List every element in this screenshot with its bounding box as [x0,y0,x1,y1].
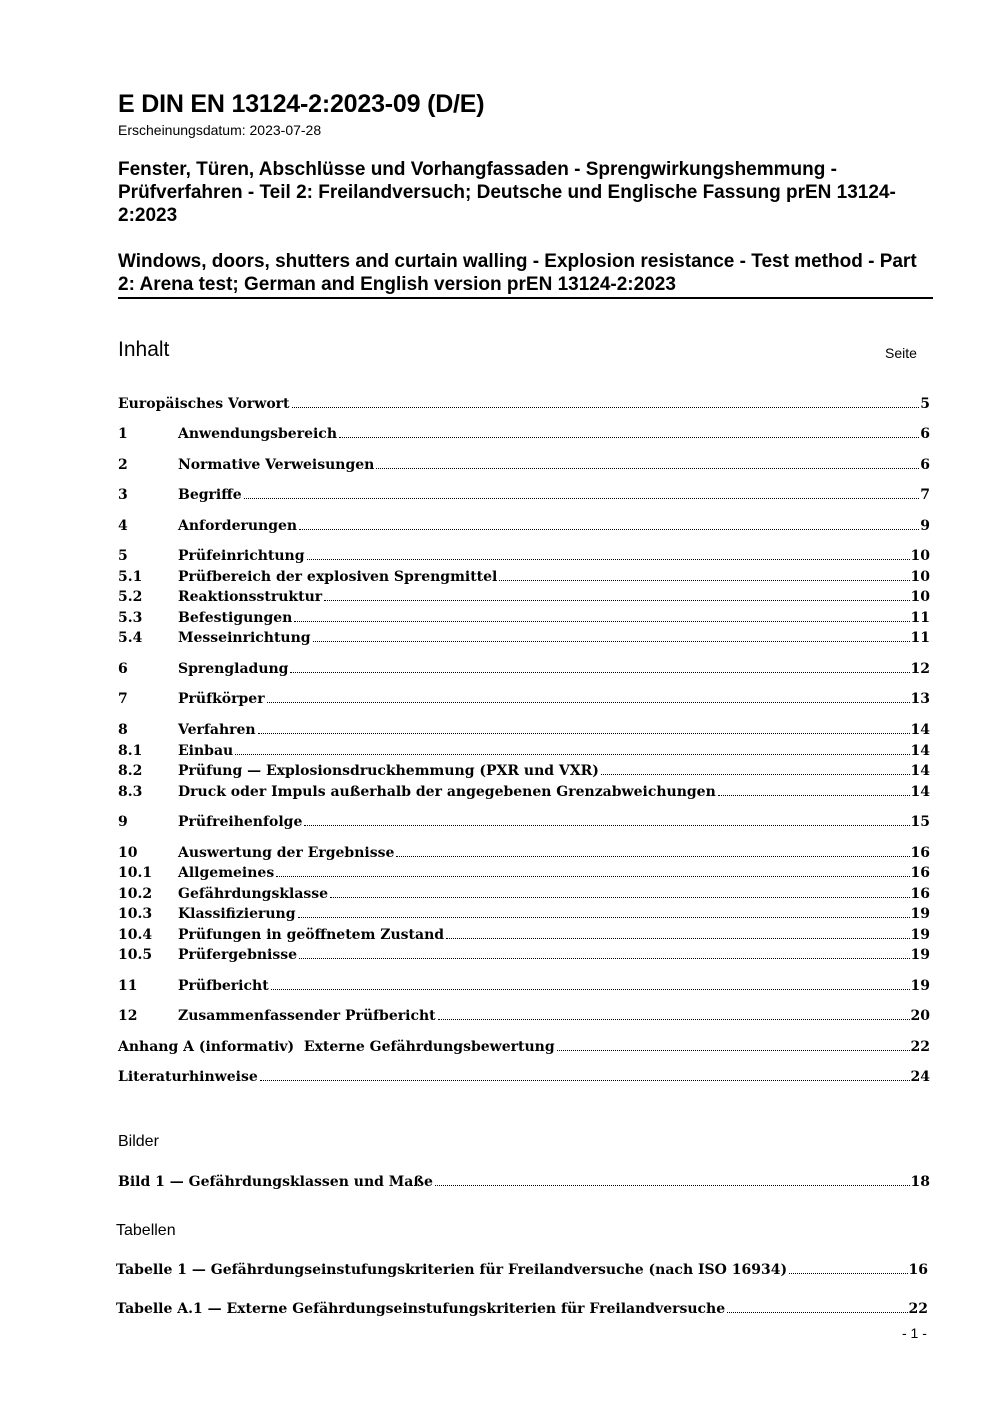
toc-entry-text: Prüfbericht [178,978,269,994]
toc-entry-number: 11 [118,978,138,994]
toc-entry-number: 10.3 [118,906,153,922]
toc-leader [271,988,910,990]
title-english: Windows, doors, shutters and curtain walling - Explosion resistance - Test method - Part 2: Arena test; German and English version prEN 13124-2:2023 [118,251,917,295]
toc-entry-4[interactable] [118,516,930,536]
toc-entry-number: 3 [118,487,128,503]
toc-leader [499,579,909,581]
toc-entry-page: 16 [910,865,930,881]
toc-leader [789,1272,907,1274]
toc-entry-number: 12 [118,1008,138,1024]
toc-entry-number: 8 [118,722,128,738]
toc-entry-11[interactable] [118,976,930,996]
toc-entry-1[interactable] [118,424,930,444]
toc-entry-2[interactable] [118,455,930,475]
toc-entry-page: 15 [910,814,930,830]
toc-entry-text: Einbau [178,743,234,759]
toc-entry-9[interactable] [118,812,930,832]
toc-entry-3[interactable] [118,485,930,505]
toc-entry-text: Anforderungen [178,518,298,534]
toc-entry-text: Prüfung — Explosionsdruckhemmung (PXR und VXR) [178,763,599,779]
toc-entry-number: 10.5 [118,947,153,963]
toc-leader [299,957,909,959]
toc-leader [276,875,909,877]
toc-entry-page: 12 [910,661,930,677]
toc-entry-number: 5.1 [118,569,143,585]
table-entry-page: 22 [908,1301,928,1317]
toc-leader [244,497,920,499]
toc-entry-page: 10 [910,548,930,564]
toc-entry-number: 5 [118,548,128,564]
toc-entry-page: 5 [920,396,930,412]
toc-entry-text: Anhang A (informativ) Externe Gefährdungsbewertung [118,1039,555,1055]
toc-leader [330,896,909,898]
toc-entry-text: Prüfbereich der explosiven Sprengmittel [178,569,498,585]
toc-leader [258,732,910,734]
toc-entry-page: 20 [910,1008,930,1024]
table-entry-text: Tabelle A.1 — Externe Gefährdungseinstufungskriterien für Freilandversuche [116,1301,726,1317]
toc-leader [601,773,910,775]
toc-leader [396,855,909,857]
toc-leader [304,824,909,826]
table-entry-text: Tabelle 1 — Gefährdungseinstufungskriterien für Freilandversuche (nach ISO 16934) [116,1262,788,1278]
toc-leader [376,467,919,469]
toc-leader [290,671,909,673]
toc-entry-page: 6 [920,426,930,442]
toc-entry-number: 5.4 [118,630,143,646]
toc-entry-text: Prüfkörper [178,691,265,707]
title-german: Fenster, Türen, Abschlüsse und Vorhangfassaden - Sprengwirkungshemmung - Prüfverfahren - Teil 2: Freilandversuch; Deutsche und Englische Fassung prEN 13124-2:2023 [118,159,896,226]
toc-entry-text: Literaturhinweise [118,1069,258,1085]
toc-entry-number: 7 [118,691,128,707]
toc-entry-page: 9 [920,518,930,534]
toc-entry-text: Druck oder Impuls außerhalb der angegebenen Grenzabweichungen [178,784,716,800]
toc-entry-text: Gefährdungsklasse [178,886,329,902]
toc-entry-text: Prüfeinrichtung [178,548,305,564]
toc-entry-page: 14 [910,722,930,738]
toc-entry-page: 19 [910,906,930,922]
toc-entry-number: 8.2 [118,763,143,779]
toc-entry-text: Klassifizierung [178,906,296,922]
toc-leader [299,528,919,530]
toc-entry-10-5[interactable] [118,945,930,965]
toc-entry-text: Prüfergebnisse [178,947,298,963]
toc-entry-number: 4 [118,518,128,534]
toc-leader [557,1049,910,1051]
toc-entry-page: 11 [910,610,930,626]
toc-entry-5-4[interactable] [118,628,930,648]
toc-entry-page: 7 [920,487,930,503]
toc-entry-5-1[interactable] [118,567,930,587]
toc-entry-number: 10 [118,845,138,861]
toc-entry-foreword[interactable] [118,394,930,414]
toc-entry-page: 13 [910,691,930,707]
toc-entry-page: 14 [910,743,930,759]
toc-entry-text: Zusammenfassender Prüfbericht [178,1008,436,1024]
toc-entry-text: Anwendungsbereich [178,426,337,442]
page-number: - 1 - [902,1325,927,1341]
toc-leader [298,916,910,918]
toc-entry-page: 19 [910,947,930,963]
toc-entry-bibliography[interactable] [118,1067,930,1087]
toc-entry-8-1[interactable] [118,741,930,761]
toc-entry-10-3[interactable] [118,904,930,924]
toc-entry-10-4[interactable] [118,925,930,945]
toc-entry-number: 10.1 [118,865,153,881]
toc-leader [292,406,920,408]
toc-entry-text: Reaktionsstruktur [178,589,323,605]
toc-leader [438,1018,910,1020]
table-entry-page: 16 [908,1262,928,1278]
toc-entry-text: Sprengladung [178,661,289,677]
toc-entry-page: 10 [910,569,930,585]
toc-entry-page: 16 [910,845,930,861]
toc-entry-8-3[interactable] [118,782,930,802]
toc-entry-5-3[interactable] [118,608,930,628]
toc-entry-6[interactable] [118,659,930,679]
figure-entry-1[interactable] [118,1172,930,1192]
toc-entry-text: Befestigungen [178,610,293,626]
toc-entry-7[interactable] [118,689,930,709]
toc-entry-number: 10.2 [118,886,153,902]
toc-leader [435,1184,910,1186]
toc-entry-number: 6 [118,661,128,677]
toc-page-column-label: Seite [885,345,917,361]
toc-heading: Inhalt [118,338,170,361]
toc-entry-text: Allgemeines [178,865,275,881]
toc-entry-page: 11 [910,630,930,646]
toc-entry-text: Auswertung der Ergebnisse [178,845,395,861]
toc-entry-10-1[interactable] [118,863,930,883]
toc-entry-annex-a[interactable] [118,1037,930,1057]
toc-entry-number: 9 [118,814,128,830]
toc-entry-page: 14 [910,763,930,779]
toc-leader [339,436,919,438]
toc-leader [313,640,910,642]
toc-entry-text: Begriffe [178,487,242,503]
toc-entry-number: 2 [118,457,128,473]
toc-entry-8[interactable] [118,720,930,740]
toc-leader [727,1311,907,1313]
figure-entry-text: Bild 1 — Gefährdungsklassen und Maße [118,1174,433,1190]
toc-entry-10-2[interactable] [118,884,930,904]
toc-entry-10[interactable] [118,843,930,863]
toc-entry-page: 16 [910,886,930,902]
toc-entry-5-2[interactable] [118,587,930,607]
toc-leader [718,794,910,796]
toc-entry-page: 22 [910,1039,930,1055]
document-id: E DIN EN 13124-2:2023-09 (D/E) [118,90,485,118]
toc-entry-number: 5.2 [118,589,143,605]
toc-entry-number: 8.1 [118,743,143,759]
toc-entry-number: 10.4 [118,927,153,943]
toc-entry-12[interactable] [118,1006,930,1026]
tables-heading: Tabellen [116,1222,176,1239]
toc-entry-text: Messeinrichtung [178,630,311,646]
toc-leader [307,558,910,560]
figures-heading: Bilder [118,1133,159,1150]
toc-leader [294,620,909,622]
figure-entry-page: 18 [910,1174,930,1190]
table-entry-1[interactable] [116,1260,928,1280]
toc-entry-number: 1 [118,426,128,442]
toc-entry-page: 24 [910,1069,930,1085]
toc-entry-text: Prüfungen in geöffnetem Zustand [178,927,445,943]
toc-leader [324,599,909,601]
toc-entry-page: 14 [910,784,930,800]
toc-entry-page: 6 [920,457,930,473]
toc-entry-number: 5.3 [118,610,143,626]
toc-leader [260,1079,910,1081]
publication-date: Erscheinungsdatum: 2023-07-28 [118,122,322,138]
toc-entry-page: 10 [910,589,930,605]
toc-entry-number: 8.3 [118,784,143,800]
toc-entry-text: Normative Verweisungen [178,457,375,473]
title-divider [118,297,933,299]
toc-leader [446,937,909,939]
toc-entry-text: Prüfreihenfolge [178,814,303,830]
toc-entry-5[interactable] [118,546,930,566]
toc-leader [235,753,909,755]
toc-entry-text: Verfahren [178,722,256,738]
toc-leader [267,701,910,703]
toc-entry-8-2[interactable] [118,761,930,781]
toc-entry-text: Europäisches Vorwort [118,396,290,412]
table-entry-a1[interactable] [116,1299,928,1319]
toc-entry-page: 19 [910,978,930,994]
toc-entry-page: 19 [910,927,930,943]
